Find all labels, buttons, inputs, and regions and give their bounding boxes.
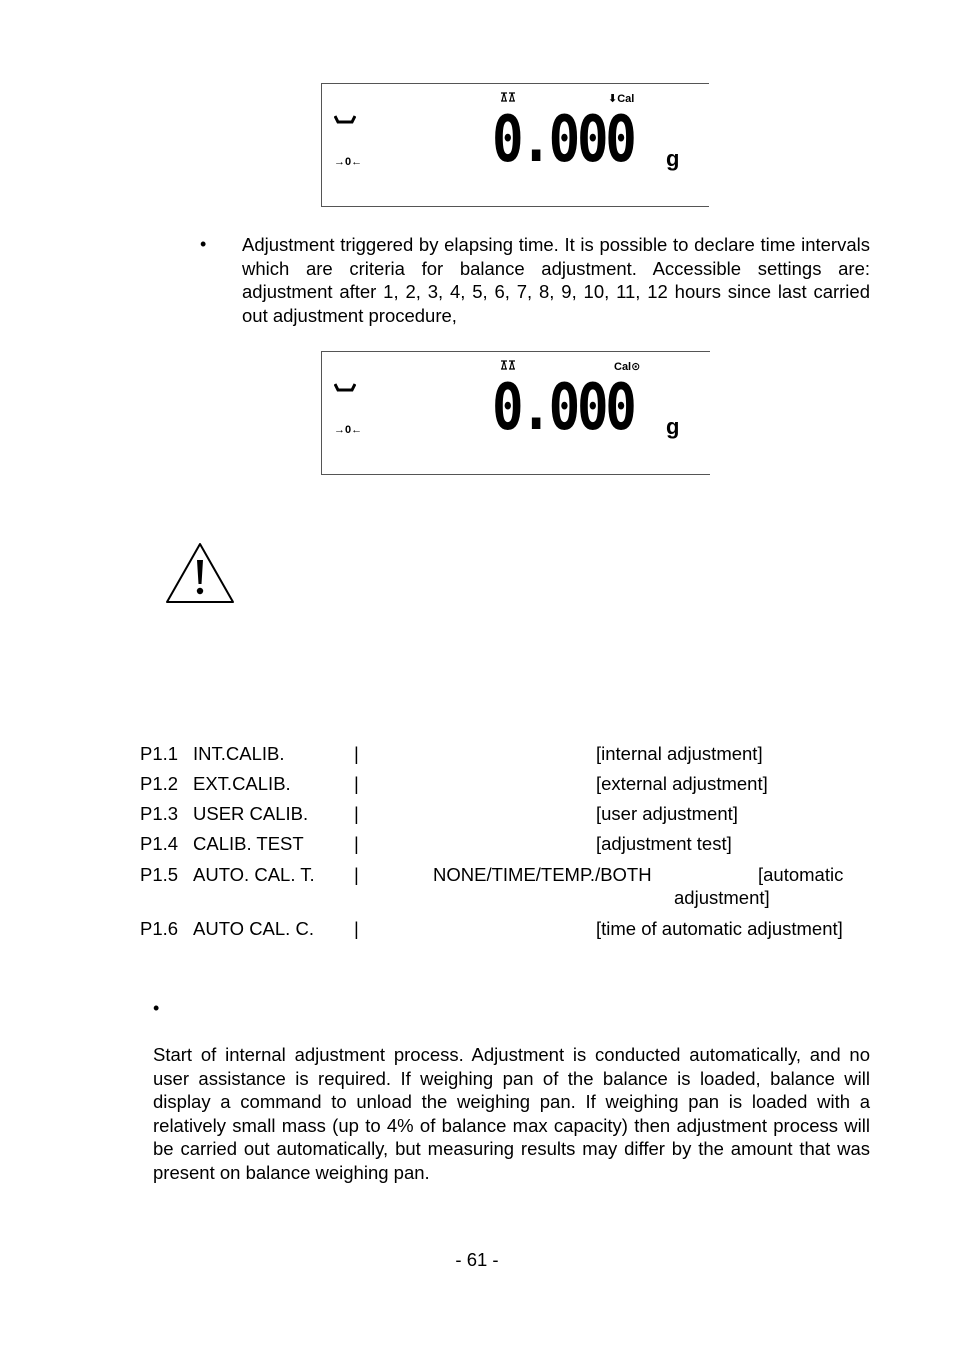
param-code: P1.2 bbox=[140, 773, 179, 794]
param-name: USER CALIB. bbox=[193, 803, 309, 824]
param-code: P1.4 bbox=[140, 833, 179, 854]
param-description: [adjustment test] bbox=[596, 833, 732, 854]
param-value: NONE/TIME/TEMP./BOTH bbox=[433, 864, 652, 885]
param-description: [external adjustment] bbox=[596, 773, 768, 794]
param-name: CALIB. TEST bbox=[193, 833, 304, 854]
stability-icon bbox=[500, 360, 516, 370]
param-name: EXT.CALIB. bbox=[193, 773, 291, 794]
param-code: P1.3 bbox=[140, 803, 179, 824]
unit-label: g bbox=[666, 414, 680, 439]
param-name: INT.CALIB. bbox=[193, 743, 285, 764]
auto-cal-indicator: Cal⊙ bbox=[614, 361, 641, 373]
weighing-pan-icon bbox=[334, 382, 356, 394]
param-code: P1.6 bbox=[140, 918, 179, 939]
time-adjustment-description: Adjustment triggered by elapsing time. It is possible to declare time intervals which are criteria for balance adjustment. Accessible settings are: adjustment after 1, 2, 3, 4, 5, 6, 7, 8, 9, 10, 11, 12 hours since last carried out adjustment procedure, bbox=[242, 234, 870, 326]
param-description-continued: adjustment] bbox=[674, 887, 770, 908]
param-description: [time of automatic adjustment] bbox=[596, 918, 843, 939]
auto-cal-indicator: ⬇Cal bbox=[608, 93, 635, 105]
zero-indicator: →0← bbox=[334, 424, 363, 436]
page-number: - 61 - bbox=[455, 1249, 499, 1270]
param-name: AUTO CAL. C. bbox=[193, 918, 314, 939]
param-separator: | bbox=[354, 833, 359, 854]
unit-label: g bbox=[666, 146, 680, 171]
bullet-marker: • bbox=[200, 234, 207, 254]
param-name: AUTO. CAL. T. bbox=[193, 864, 315, 885]
param-code: P1.1 bbox=[140, 743, 179, 764]
warning-triangle-icon bbox=[164, 540, 236, 606]
weighing-pan-icon bbox=[334, 114, 356, 126]
bullet-marker: • bbox=[153, 998, 160, 1018]
param-description: [internal adjustment] bbox=[596, 743, 763, 764]
weight-readout: 0.000 bbox=[492, 371, 634, 445]
param-code: P1.5 bbox=[140, 864, 179, 885]
stability-icon bbox=[500, 92, 516, 102]
param-description: [user adjustment] bbox=[596, 803, 738, 824]
balance-display-auto-cal-time bbox=[321, 351, 710, 475]
param-separator: | bbox=[354, 918, 359, 939]
balance-display-auto-cal-temp bbox=[321, 83, 709, 207]
param-separator: | bbox=[354, 864, 359, 885]
weight-readout: 0.000 bbox=[492, 103, 634, 177]
param-separator: | bbox=[354, 773, 359, 794]
param-separator: | bbox=[354, 803, 359, 824]
param-separator: | bbox=[354, 743, 359, 764]
param-description: [automatic bbox=[758, 864, 844, 885]
internal-adjustment-description: Start of internal adjustment process. Adjustment is conducted automatically, and no user assistance is required. If weighing pan of the balance is loaded, balance will display a command to unload the weighing pan. If weighing pan is loaded with a relatively small mass (up to 4% of balance max capacity) then adjustment process will be carried out automatically, but measuring results may differ by the amount that was present on balance weighing pan. bbox=[153, 1044, 870, 1183]
zero-indicator: →0← bbox=[334, 156, 363, 168]
